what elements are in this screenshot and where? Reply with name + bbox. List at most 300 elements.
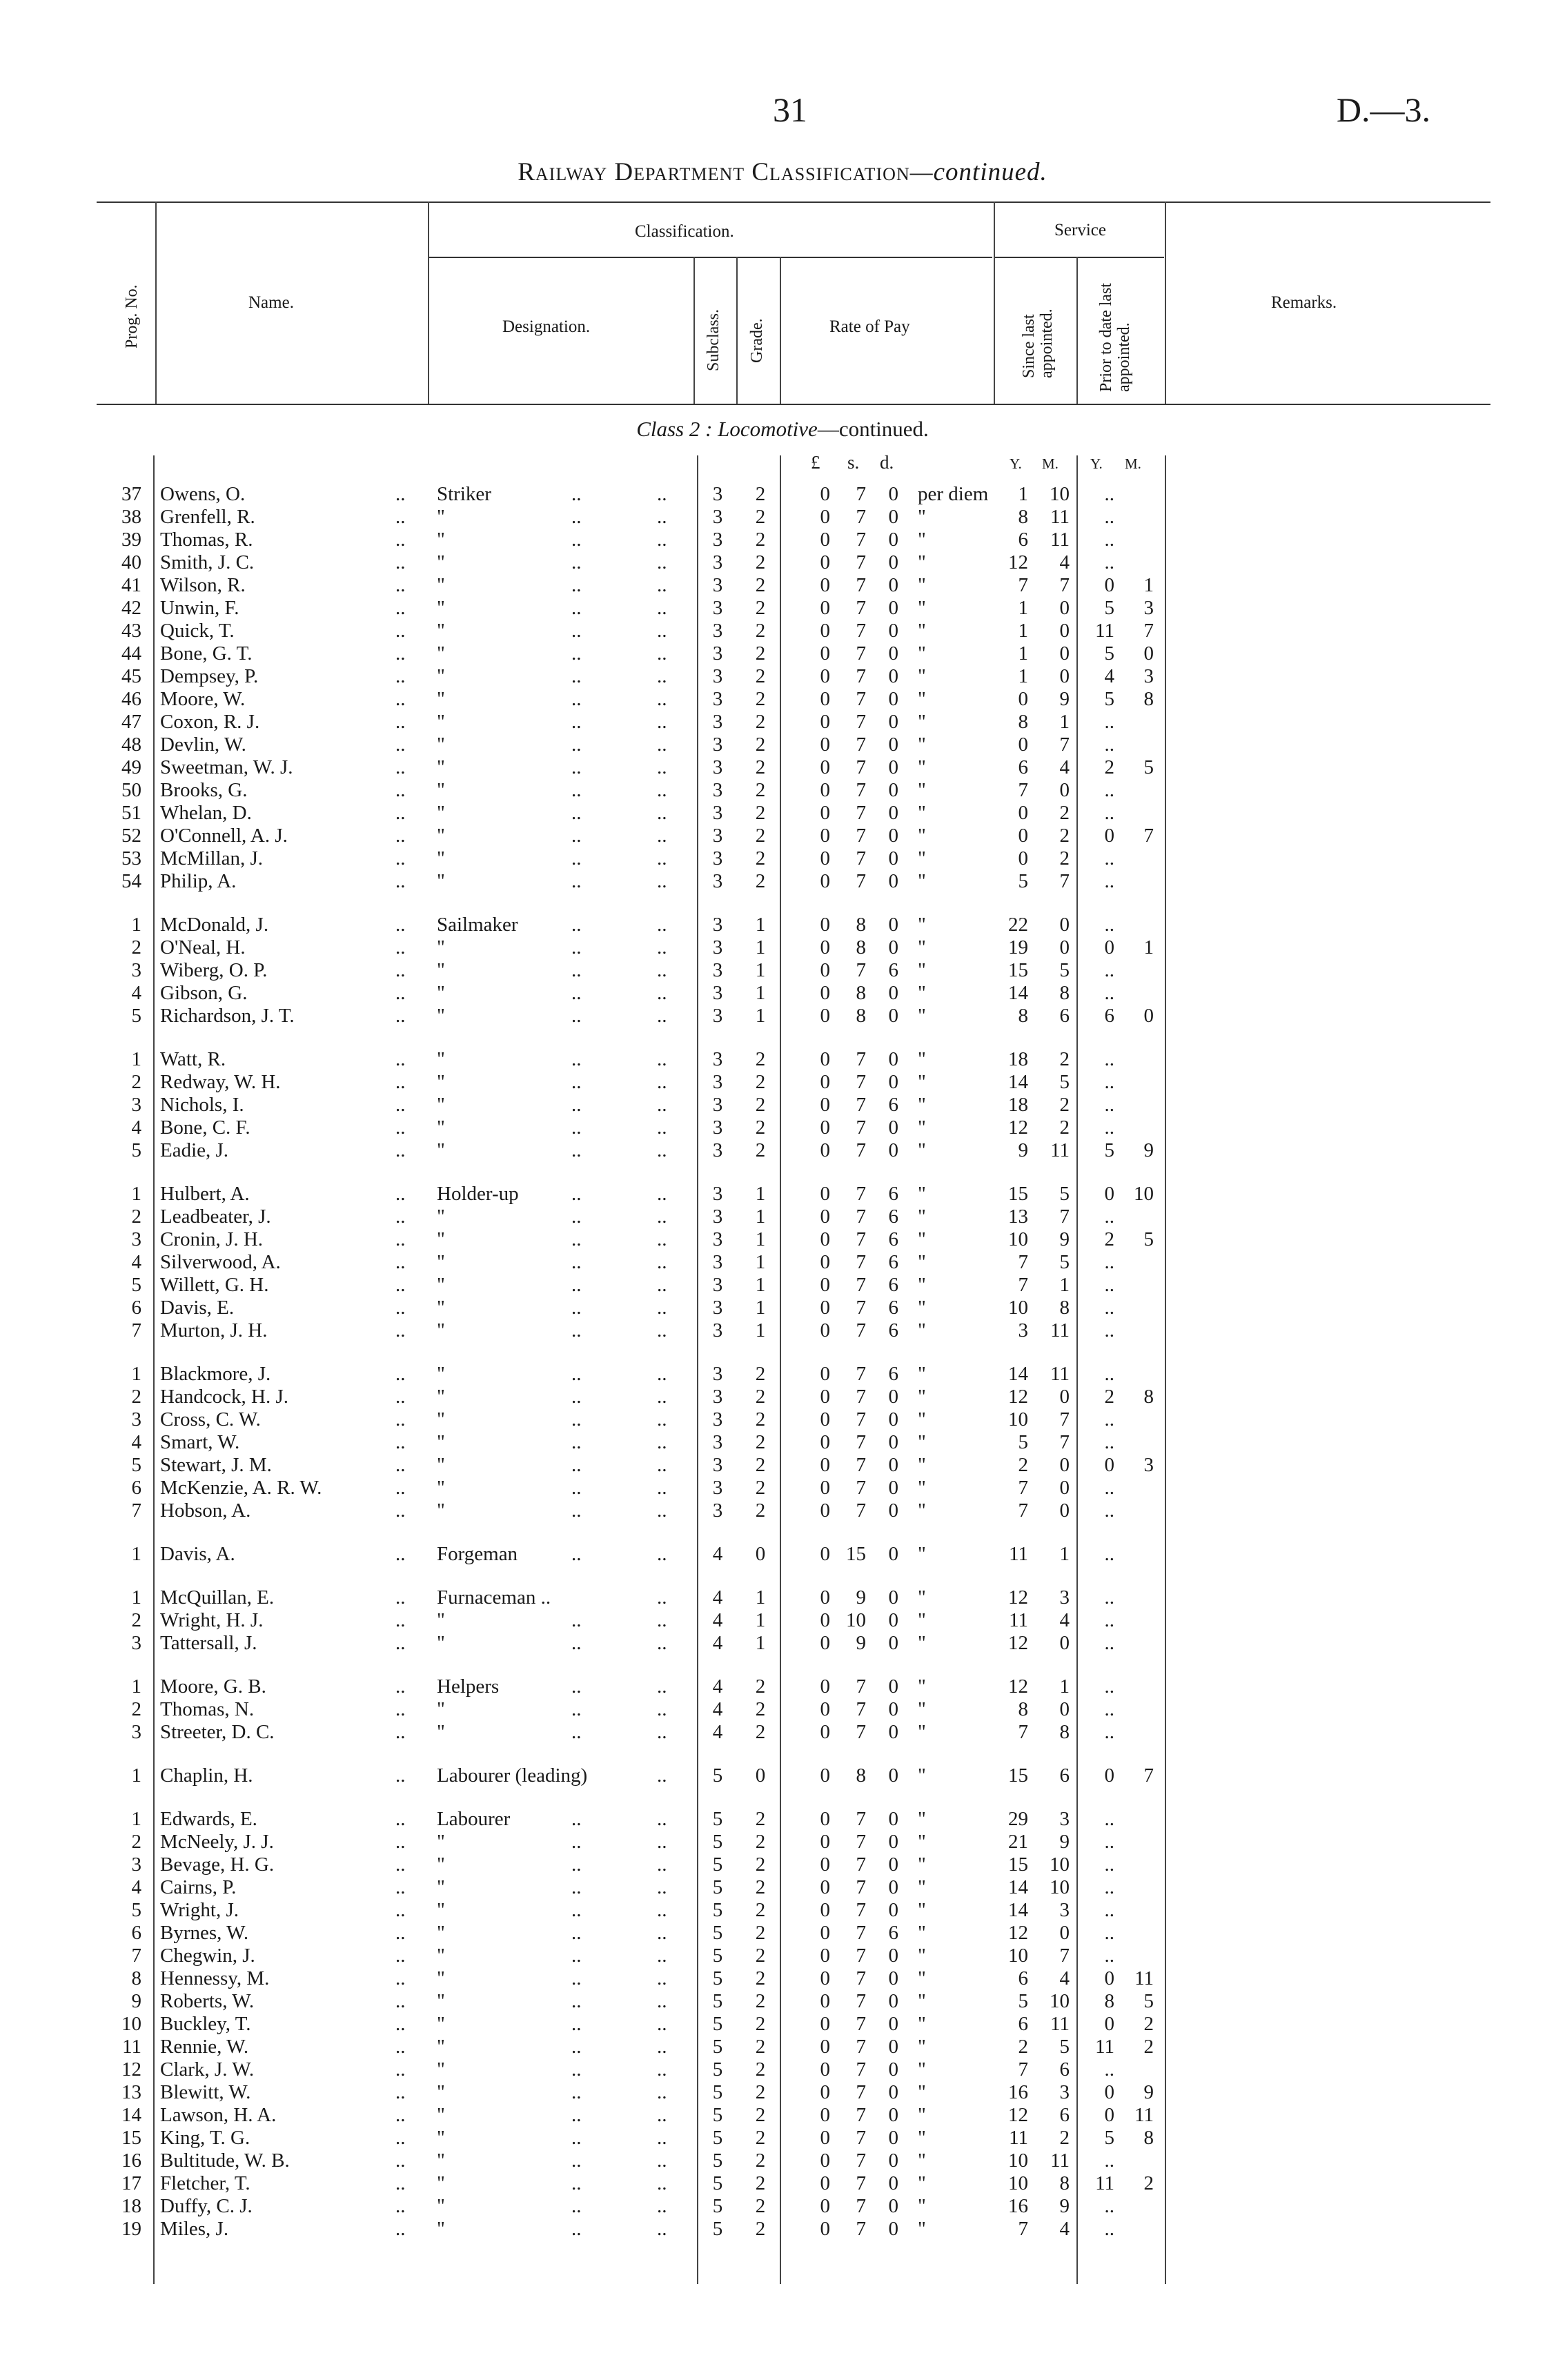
cell-gr: 2 [755,1071,766,1093]
cell-pound: 0 [820,802,830,824]
cell-d3: .. [657,1454,667,1476]
cell-sy: 6 [1018,756,1028,778]
unit-years-prior: Y. [1090,455,1103,472]
cell-d3: .. [657,1967,667,1989]
cell-sm: 5 [1059,1251,1070,1273]
cell-gr: 1 [755,959,766,981]
cell-d2: .. [571,1431,582,1453]
cell-gr: 2 [755,847,766,869]
cell-sh: 8 [856,982,866,1004]
cell-sy: 7 [1018,2058,1028,2081]
cell-d1: .. [395,1319,406,1341]
cell-d2: .. [571,1408,582,1430]
header-divider [693,257,695,404]
cell-pound: 0 [820,620,830,642]
cell-des: " [437,847,445,869]
cell-d1: .. [395,574,406,596]
cell-d2: .. [571,1721,582,1743]
cell-sy: 10 [1008,1228,1028,1250]
table-row [0,2172,1565,2195]
cell-sy: 15 [1008,959,1028,981]
cell-des: " [437,551,445,573]
cell-d1: .. [395,825,406,847]
cell-sm: 0 [1059,597,1070,619]
cell-per: " [918,597,926,619]
cell-name: Clark, J. W. [160,2058,255,2081]
cell-d3: .. [657,982,667,1004]
cell-sy: 14 [1008,1071,1028,1093]
cell-d3: .. [657,529,667,551]
cell-gr: 2 [755,1477,766,1499]
cell-no: 7 [131,1499,141,1522]
cell-des: " [437,688,445,710]
cell-sh: 7 [856,870,866,892]
cell-sm: 0 [1059,1698,1070,1720]
cell-des: " [437,1477,445,1499]
cell-sm: 3 [1059,2081,1070,2103]
cell-pound: 0 [820,1048,830,1070]
cell-pound: 0 [820,1586,830,1609]
cell-d3: .. [657,1853,667,1876]
cell-des: " [437,982,445,1004]
header-divider [736,257,738,404]
table-row [0,1967,1565,1990]
title-suffix: —continued. [909,158,1047,186]
cell-py: .. [1104,1499,1114,1522]
cell-sub: 4 [712,1632,723,1654]
cell-sy: 11 [1009,1609,1028,1631]
cell-d1: .. [395,1117,406,1139]
cell-py: .. [1104,2195,1114,2217]
cell-sh: 7 [856,1698,866,1720]
cell-pound: 0 [820,1543,830,1565]
cell-pound: 0 [820,1675,830,1698]
cell-sub: 3 [712,1117,723,1139]
cell-sub: 5 [712,2058,723,2081]
cell-pm: 3 [1143,665,1154,687]
cell-pound: 0 [820,1967,830,1989]
cell-d2: .. [571,1005,582,1027]
cell-sub: 4 [712,1721,723,1743]
cell-sh: 7 [856,2127,866,2149]
cell-sub: 3 [712,870,723,892]
cell-d: 0 [888,665,898,687]
header-top-rule [97,201,1490,203]
cell-d2: .. [571,2218,582,2240]
cell-no: 11 [122,2036,141,2058]
cell-d1: .. [395,1609,406,1631]
cell-pound: 0 [820,825,830,847]
header-divider [780,257,781,404]
cell-d2: .. [571,620,582,642]
cell-sm: 4 [1059,1609,1070,1631]
cell-des: " [437,574,445,596]
cell-sm: 8 [1059,982,1070,1004]
cell-sm: 0 [1059,620,1070,642]
cell-d2: .. [571,1206,582,1228]
cell-d: 0 [888,1139,898,1161]
cell-des: " [437,1117,445,1139]
cell-name: Coxon, R. J. [160,711,260,733]
cell-sub: 3 [712,1183,723,1205]
cell-d1: .. [395,2218,406,2240]
cell-name: Edwards, E. [160,1808,257,1830]
cell-d1: .. [395,2058,406,2081]
cell-pound: 0 [820,2104,830,2126]
cell-d: 0 [888,2036,898,2058]
cell-d1: .. [395,1005,406,1027]
cell-pm: 7 [1143,825,1154,847]
cell-d3: .. [657,597,667,619]
cell-d3: .. [657,734,667,756]
cell-d1: .. [395,1831,406,1853]
cell-d: 0 [888,1945,898,1967]
cell-py: 2 [1104,1228,1114,1250]
table-row [0,825,1565,847]
cell-sy: 21 [1008,1831,1028,1853]
cell-py: .. [1104,506,1114,528]
cell-d3: .. [657,959,667,981]
cell-sy: 12 [1008,1386,1028,1408]
table-row [0,914,1565,936]
cell-sm: 2 [1059,1094,1070,1116]
cell-sm: 2 [1059,802,1070,824]
cell-per: " [918,529,926,551]
cell-pm: 2 [1143,2036,1154,2058]
cell-sm: 0 [1059,1922,1070,1944]
cell-pound: 0 [820,2013,830,2035]
cell-d3: .. [657,551,667,573]
cell-sm: 6 [1059,1764,1070,1787]
cell-gr: 1 [755,1251,766,1273]
table-row [0,2150,1565,2172]
cell-sh: 7 [856,1117,866,1139]
cell-d3: .. [657,825,667,847]
cell-name: Bevage, H. G. [160,1853,275,1876]
cell-d2: .. [571,2150,582,2172]
unit-years-since: Y. [1010,455,1022,472]
cell-d1: .. [395,1698,406,1720]
cell-pound: 0 [820,847,830,869]
cell-per: " [918,1945,926,1967]
cell-no: 19 [121,2218,141,2240]
cell-sh: 7 [856,2218,866,2240]
cell-sy: 11 [1009,1543,1028,1565]
cell-d1: .. [395,1808,406,1830]
cell-py: 2 [1104,1386,1114,1408]
cell-no: 41 [121,574,141,596]
cell-sy: 19 [1008,936,1028,958]
cell-no: 13 [121,2081,141,2103]
cell-d2: .. [571,2127,582,2149]
cell-d3: .. [657,1477,667,1499]
cell-gr: 1 [755,1005,766,1027]
cell-sub: 3 [712,483,723,505]
cell-d: 6 [888,1251,898,1273]
cell-d1: .. [395,1297,406,1319]
cell-sub: 5 [712,1990,723,2012]
cell-d2: .. [571,870,582,892]
cell-gr: 2 [755,1945,766,1967]
cell-sub: 3 [712,936,723,958]
header-rate-of-pay: Rate of Pay [829,317,910,336]
cell-per: " [918,1876,926,1898]
cell-name: Bone, C. F. [160,1117,250,1139]
cell-d3: .. [657,1499,667,1522]
cell-des: " [437,1876,445,1898]
table-row [0,1274,1565,1297]
cell-name: Smith, J. C. [160,551,255,573]
cell-pound: 0 [820,1005,830,1027]
cell-no: 3 [131,1853,141,1876]
cell-sm: 8 [1059,2172,1070,2194]
cell-gr: 2 [755,506,766,528]
cell-sh: 7 [856,1297,866,1319]
cell-sh: 7 [856,825,866,847]
cell-d3: .. [657,1071,667,1093]
cell-gr: 1 [755,982,766,1004]
cell-name: Smart, W. [160,1431,240,1453]
cell-d1: .. [395,847,406,869]
cell-d2: .. [571,1274,582,1296]
cell-d2: .. [571,2081,582,2103]
cell-py: .. [1104,1876,1114,1898]
cell-d1: .. [395,1675,406,1698]
cell-per: " [918,1586,926,1609]
cell-pm: 3 [1143,597,1154,619]
cell-d: 0 [888,1005,898,1027]
cell-no: 3 [131,959,141,981]
cell-pm: 5 [1143,1990,1154,2012]
cell-sh: 7 [856,1094,866,1116]
cell-sub: 5 [712,2036,723,2058]
cell-d3: .. [657,1831,667,1853]
cell-d2: .. [571,1251,582,1273]
cell-d: 6 [888,959,898,981]
cell-des: " [437,1139,445,1161]
cell-d2: .. [571,1297,582,1319]
cell-d2: .. [571,1048,582,1070]
cell-per: " [918,642,926,665]
cell-sub: 5 [712,2081,723,2103]
cell-sm: 3 [1059,1808,1070,1830]
cell-d1: .. [395,779,406,801]
header-subclass: Subclass. [705,309,722,371]
cell-name: O'Neal, H. [160,936,246,958]
cell-sm: 4 [1059,756,1070,778]
cell-py: .. [1104,1431,1114,1453]
unit-pence: d. [880,452,894,473]
cell-d2: .. [571,1675,582,1698]
table-row [0,982,1565,1005]
cell-sub: 3 [712,1477,723,1499]
cell-sy: 14 [1008,982,1028,1004]
cell-sy: 8 [1018,506,1028,528]
cell-d: 0 [888,734,898,756]
cell-pound: 0 [820,1139,830,1161]
cell-sm: 4 [1059,551,1070,573]
cell-gr: 2 [755,551,766,573]
cell-name: Blackmore, J. [160,1363,271,1385]
cell-d1: .. [395,506,406,528]
cell-sub: 5 [712,1853,723,1876]
cell-des: " [437,1922,445,1944]
cell-pm: 0 [1143,1005,1154,1027]
cell-gr: 0 [755,1764,766,1787]
cell-pound: 0 [820,2195,830,2217]
cell-pound: 0 [820,1808,830,1830]
cell-des: " [437,2058,445,2081]
cell-name: Redway, W. H. [160,1071,281,1093]
cell-d2: .. [571,959,582,981]
cell-d: 0 [888,1499,898,1522]
cell-des: " [437,2081,445,2103]
cell-per: " [918,1319,926,1341]
cell-sy: 3 [1018,1319,1028,1341]
cell-d1: .. [395,1094,406,1116]
table-row [0,1499,1565,1522]
cell-des: " [437,1363,445,1385]
cell-name: Lawson, H. A. [160,2104,277,2126]
cell-per: " [918,1431,926,1453]
cell-des: Furnaceman .. [437,1586,551,1609]
cell-per: per diem [918,483,989,505]
cell-sub: 3 [712,1274,723,1296]
cell-sy: 12 [1008,1586,1028,1609]
cell-per: " [918,1922,926,1944]
table-row [0,506,1565,529]
cell-d3: .. [657,2104,667,2126]
cell-d1: .. [395,1139,406,1161]
cell-d3: .. [657,2013,667,2035]
cell-d2: .. [571,711,582,733]
cell-sy: 10 [1008,2172,1028,2194]
cell-per: " [918,1094,926,1116]
cell-sh: 7 [856,1363,866,1385]
table-row [0,1048,1565,1071]
cell-no: 47 [121,711,141,733]
cell-no: 2 [131,1609,141,1631]
cell-pound: 0 [820,2081,830,2103]
cell-d1: .. [395,1363,406,1385]
cell-pm: 7 [1143,620,1154,642]
cell-name: Dempsey, P. [160,665,259,687]
cell-sh: 7 [856,1319,866,1341]
cell-sy: 1 [1018,620,1028,642]
cell-name: McKenzie, A. R. W. [160,1477,322,1499]
cell-gr: 2 [755,688,766,710]
cell-sm: 2 [1059,2127,1070,2149]
unit-pounds: £ [811,452,820,473]
cell-d2: .. [571,1228,582,1250]
cell-py: 0 [1104,825,1114,847]
cell-sh: 7 [856,1808,866,1830]
cell-sm: 10 [1050,1876,1070,1898]
cell-pound: 0 [820,665,830,687]
cell-py: .. [1104,1632,1114,1654]
cell-d2: .. [571,2036,582,2058]
table-row [0,711,1565,734]
cell-des: " [437,959,445,981]
cell-pm: 5 [1143,1228,1154,1250]
cell-sh: 7 [856,802,866,824]
cell-pound: 0 [820,506,830,528]
cell-d2: .. [571,1922,582,1944]
cell-pm: 10 [1134,1183,1154,1205]
cell-sub: 5 [712,2195,723,2217]
cell-sh: 7 [856,506,866,528]
cell-d2: .. [571,1831,582,1853]
cell-sm: 8 [1059,1297,1070,1319]
cell-gr: 2 [755,620,766,642]
cell-gr: 2 [755,1808,766,1830]
unit-months-since: M. [1042,455,1059,472]
table-row [0,597,1565,620]
cell-d2: .. [571,1543,582,1565]
cell-des: " [437,2013,445,2035]
cell-sub: 3 [712,1408,723,1430]
cell-no: 18 [121,2195,141,2217]
table-row [0,1586,1565,1609]
cell-name: Duffy, C. J. [160,2195,253,2217]
cell-gr: 2 [755,2104,766,2126]
cell-sm: 9 [1059,2195,1070,2217]
cell-d3: .. [657,688,667,710]
cell-d1: .. [395,642,406,665]
cell-sub: 5 [712,1876,723,1898]
cell-sh: 7 [856,1967,866,1989]
cell-name: Hobson, A. [160,1499,251,1522]
cell-pound: 0 [820,1431,830,1453]
cell-sub: 5 [712,2127,723,2149]
cell-d2: .. [571,1363,582,1385]
cell-des: " [437,1967,445,1989]
cell-d: 0 [888,642,898,665]
cell-sh: 7 [856,1206,866,1228]
cell-d1: .. [395,2150,406,2172]
cell-no: 42 [121,597,141,619]
table-row [0,1071,1565,1094]
cell-sub: 5 [712,1945,723,1967]
cell-no: 4 [131,1117,141,1139]
cell-name: Wilson, R. [160,574,246,596]
cell-sm: 7 [1059,1206,1070,1228]
cell-d3: .. [657,1319,667,1341]
cell-name: Buckley, T. [160,2013,251,2035]
cell-py: .. [1104,779,1114,801]
cell-des: " [437,711,445,733]
cell-no: 3 [131,1632,141,1654]
cell-d: 0 [888,982,898,1004]
cell-name: King, T. G. [160,2127,250,2149]
cell-d2: .. [571,1853,582,1876]
cell-d1: .. [395,2172,406,2194]
cell-sub: 3 [712,642,723,665]
cell-no: 43 [121,620,141,642]
cell-d1: .. [395,529,406,551]
header-classification: Classification. [635,222,734,241]
cell-sy: 9 [1018,1139,1028,1161]
cell-sm: 0 [1059,665,1070,687]
cell-pound: 0 [820,2218,830,2240]
cell-d3: .. [657,1632,667,1654]
cell-d3: .. [657,1274,667,1296]
cell-d1: .. [395,1048,406,1070]
cell-pound: 0 [820,551,830,573]
cell-d2: .. [571,1183,582,1205]
cell-d1: .. [395,1721,406,1743]
cell-py: 2 [1104,756,1114,778]
